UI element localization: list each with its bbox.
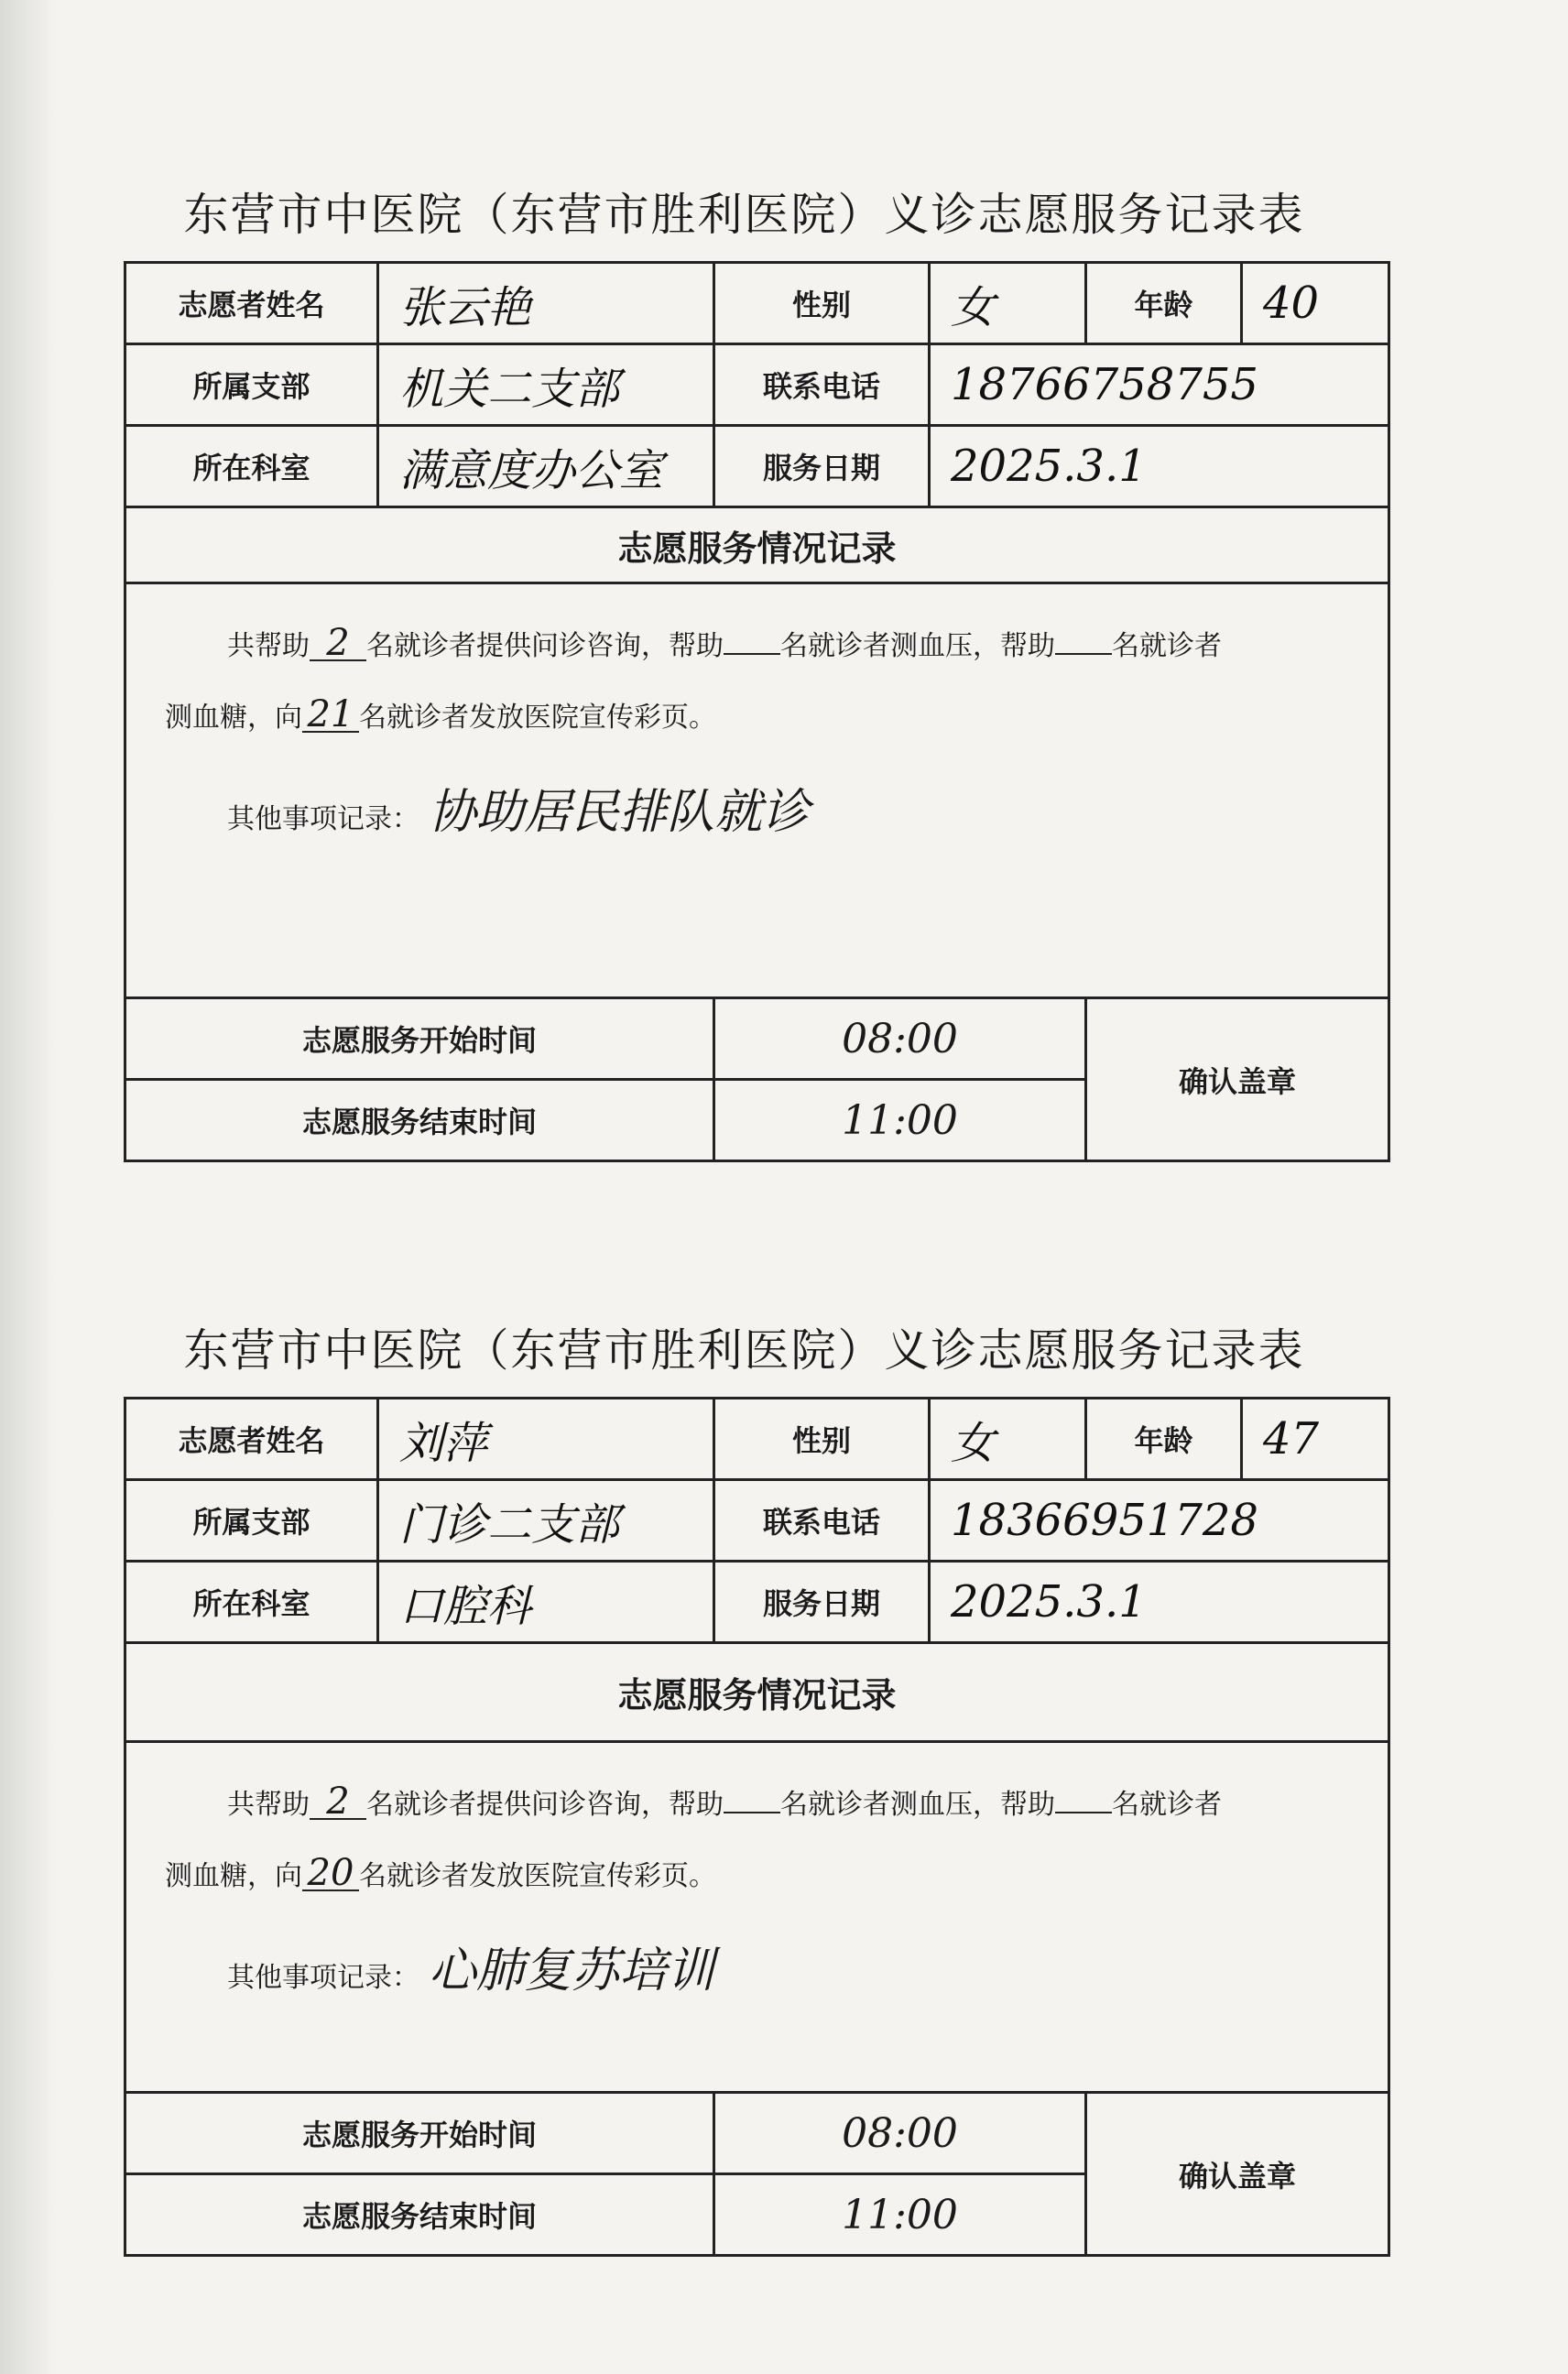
label-gender: 性别 <box>714 263 930 344</box>
record-text: 名就诊者提供问诊咨询，帮助 <box>366 630 724 662</box>
record-line-1 <box>126 1781 1388 1822</box>
record-text: 名就诊者 <box>1112 1789 1222 1821</box>
record-text: 共帮助 <box>227 1789 310 1821</box>
glucose-count <box>1055 1812 1112 1813</box>
volunteer-form-2 <box>124 1314 1388 2257</box>
label-date: 服务日期 <box>714 426 930 507</box>
flyer-count: 21 <box>302 698 359 733</box>
other-label: 其他事项记录： <box>227 1962 419 1994</box>
form-table <box>124 261 1390 1162</box>
label-start-time: 志愿服务开始时间 <box>125 998 714 1080</box>
glucose-count <box>1055 653 1112 655</box>
record-text: 名就诊者发放医院宣传彩页。 <box>359 1860 716 1892</box>
value-dept: 满意度办公室 <box>378 426 714 507</box>
value-name: 刘萍 <box>378 1399 714 1480</box>
label-age: 年龄 <box>1086 1399 1242 1480</box>
record-text: 名就诊者提供问诊咨询，帮助 <box>366 1789 724 1821</box>
record-text: 名就诊者 <box>1112 630 1222 662</box>
value-dept: 口腔科 <box>378 1562 714 1643</box>
label-dept: 所在科室 <box>125 426 378 507</box>
label-dept: 所在科室 <box>125 1562 378 1643</box>
label-date: 服务日期 <box>714 1562 930 1643</box>
value-end-time: 11:00 <box>714 1080 1086 1161</box>
value-age: 47 <box>1242 1399 1389 1480</box>
value-start-time: 08:00 <box>714 2093 1086 2174</box>
bp-count <box>724 1812 780 1813</box>
bp-count <box>724 653 780 655</box>
section-heading: 志愿服务情况记录 <box>125 507 1389 583</box>
value-name: 张云艳 <box>378 263 714 344</box>
record-line-3 <box>126 1932 1388 2000</box>
label-gender: 性别 <box>714 1399 930 1480</box>
record-text: 名就诊者发放医院宣传彩页。 <box>359 702 716 734</box>
label-branch: 所属支部 <box>125 1480 378 1562</box>
value-date: 2025.3.1 <box>930 426 1389 507</box>
value-gender: 女 <box>930 263 1086 344</box>
seal-box: 确认盖章 <box>1086 998 1389 1161</box>
record-line-1 <box>126 623 1388 663</box>
label-branch: 所属支部 <box>125 344 378 426</box>
service-record <box>125 1742 1389 2093</box>
form-table <box>124 1397 1390 2257</box>
record-line-2 <box>126 694 1388 735</box>
other-label: 其他事项记录： <box>227 803 419 835</box>
service-record <box>125 583 1389 998</box>
record-text: 测血糖，向 <box>165 702 302 734</box>
record-line-2 <box>126 1853 1388 1893</box>
value-gender: 女 <box>930 1399 1086 1480</box>
value-start-time: 08:00 <box>714 998 1086 1080</box>
flyer-count: 20 <box>302 1857 359 1891</box>
consult-count: 2 <box>310 626 366 661</box>
label-phone: 联系电话 <box>714 1480 930 1562</box>
value-date: 2025.3.1 <box>930 1562 1389 1643</box>
label-end-time: 志愿服务结束时间 <box>125 2174 714 2256</box>
page-edge-shadow <box>0 0 55 2374</box>
value-end-time: 11:00 <box>714 2174 1086 2256</box>
record-text: 共帮助 <box>227 630 310 662</box>
form-title: 东营市中医院（东营市胜利医院）义诊志愿服务记录表 <box>183 189 1305 241</box>
section-heading: 志愿服务情况记录 <box>125 1643 1389 1742</box>
value-phone: 18366951728 <box>930 1480 1389 1562</box>
label-name: 志愿者姓名 <box>125 263 378 344</box>
label-name: 志愿者姓名 <box>125 1399 378 1480</box>
value-branch: 机关二支部 <box>378 344 714 426</box>
value-branch: 门诊二支部 <box>378 1480 714 1562</box>
record-text: 名就诊者测血压，帮助 <box>780 1789 1055 1821</box>
value-age: 40 <box>1242 263 1389 344</box>
label-end-time: 志愿服务结束时间 <box>125 1080 714 1161</box>
other-notes: 协助居民排队就诊 <box>429 785 811 840</box>
form-title: 东营市中医院（东营市胜利医院）义诊志愿服务记录表 <box>183 1324 1305 1377</box>
value-phone: 18766758755 <box>930 344 1389 426</box>
consult-count: 2 <box>310 1785 366 1820</box>
other-notes: 心肺复苏培训 <box>429 1944 715 1998</box>
record-text: 测血糖，向 <box>165 1860 302 1892</box>
label-age: 年龄 <box>1086 263 1242 344</box>
label-start-time: 志愿服务开始时间 <box>125 2093 714 2174</box>
seal-box: 确认盖章 <box>1086 2093 1389 2256</box>
record-line-3 <box>126 773 1388 842</box>
label-phone: 联系电话 <box>714 344 930 426</box>
record-text: 名就诊者测血压，帮助 <box>780 630 1055 662</box>
volunteer-form-1 <box>124 179 1388 1162</box>
